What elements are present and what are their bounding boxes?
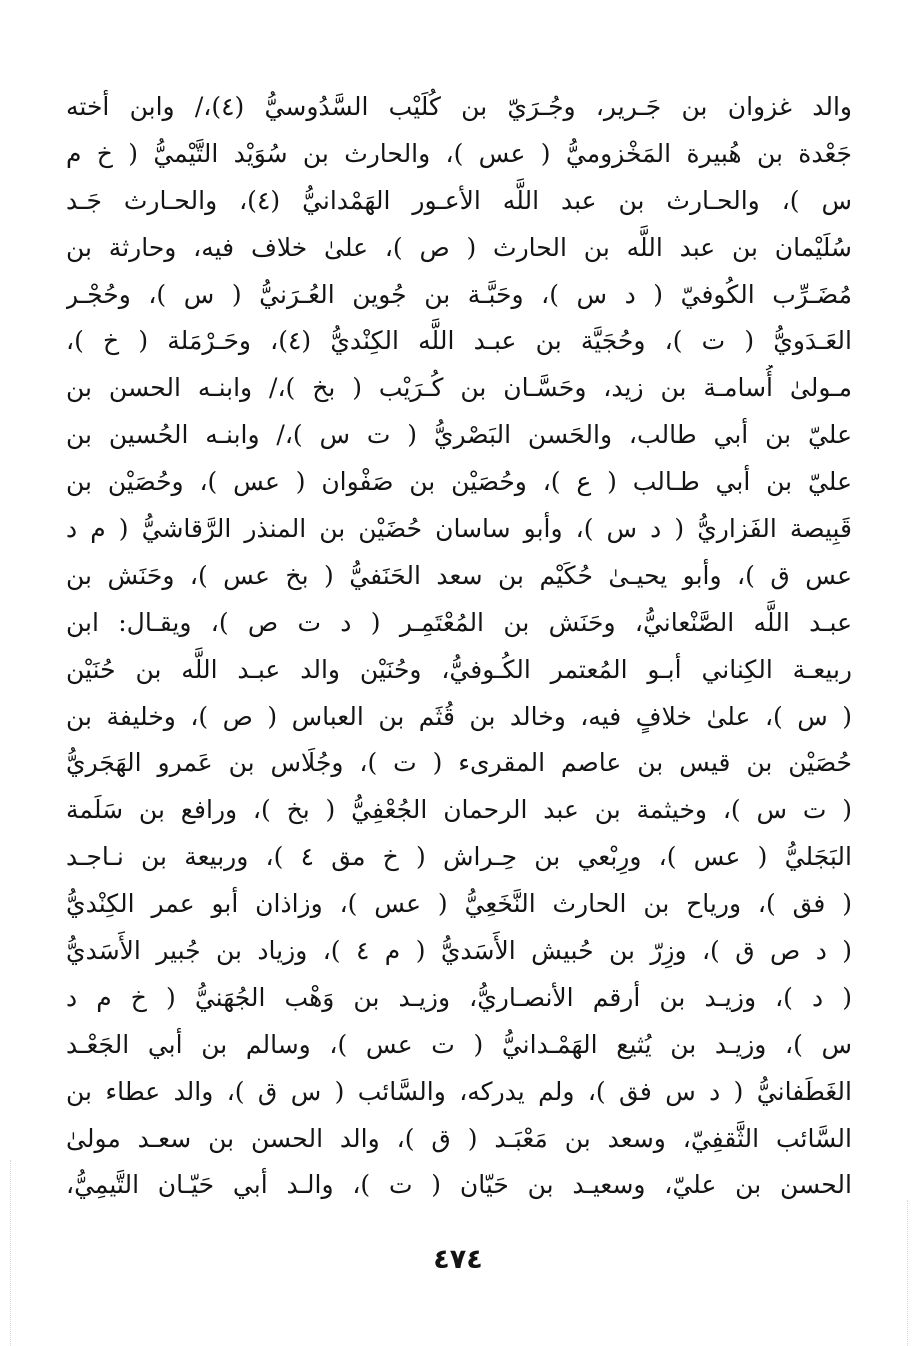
text-line: البَجَليُّ ( عس )، ورِبْعي بن حِـراش ( خ مق ٤ )، وربيعة بن نـاجـد <box>66 842 852 872</box>
text-line: مـولىٰ أُسامـة بن زيد، وحَسَّـان بن كُـرَيْب ( بخ )،/ وابنـه الحسن بن <box>66 373 852 403</box>
text-line: العَـدَويُّ ( ت )، وحُجَيَّة بن عبـد اللَّه الكِنْديُّ (٤)، وحَـرْمَلة ( خ )، <box>66 326 852 356</box>
text-line: حُصَيْن بن قيس بن عاصم المقرىء ( ت )، وجُلَاس بن عَمرو الهَجَريُّ <box>66 748 852 778</box>
text-line: عس ق )، وأبو يحيـىٰ حُكَيْم بن سعد الحَنَفيُّ ( بخ عس )، وحَنَش بن <box>66 560 852 590</box>
text-line: سُلَيْمان بن عبد اللَّه بن الحارث ( ص )، علىٰ خلاف فيه، وحارثة بن <box>66 232 852 262</box>
text-line: ( فق )، ورياح بن الحارث النَّخَعِيُّ ( عس )، وزاذان أبو عمر الكِنْديُّ <box>66 889 852 919</box>
text-line: السَّائب الثَّقفِيّ، وسعد بن مَعْبَـد ( ق )، والد الحسن بن سعـد مولىٰ <box>66 1123 852 1153</box>
text-line: جَعْدة بن هُبيرة المَخْزوميُّ ( عس )، والحارث بن سُوَيْد التَّيْميُّ ( خ م <box>66 138 852 168</box>
scan-edge-right <box>907 1200 910 1346</box>
text-line: مُضَـرِّب الكُوفيّ ( د س )، وحَبَّـة بن جُوين العُـرَنيُّ ( س )، وحُجْـر <box>66 279 852 309</box>
text-line: ( ت س )، وخيثمة بن عبد الرحمان الجُعْفِيُّ ( بخ )، ورافع بن سَلَمة <box>66 795 852 825</box>
text-line: س )، والحـارث بن عبد اللَّه الأعـور الهَمْدانيُّ (٤)، والحـارث جَـد <box>66 185 852 215</box>
text-line: ( س )، علىٰ خلافٍ فيه، وخالد بن قُثَم بن العباس ( ص )، وخليفة بن <box>66 701 852 731</box>
text-line: ( د ص ق )، وزِرّ بن حُبيش الأَسَديُّ ( م ٤ )، وزياد بن جُبير الأَسَديُّ <box>66 936 852 966</box>
body-text <box>66 84 852 1209</box>
page-number: ٤٧٤ <box>433 1244 483 1275</box>
text-line: س )، وزيـد بن يُثيع الهَمْـدانيُّ ( ت عس )، وسالم بن أبي الجَعْـد <box>66 1029 852 1059</box>
scan-edge-left <box>10 1160 13 1346</box>
text-line: قَبِيصة الفَزاريُّ ( د س )، وأبو ساسان حُضَيْن بن المنذر الرَّقاشيُّ ( م د <box>66 514 852 544</box>
text-line: والد غزوان بن جَـرير، وجُـرَيّ بن كُلَيْب السَّدُوسيُّ (٤)،/ وابن أخته <box>66 92 852 121</box>
text-line: عليّ بن أبي طالب، والحَسن البَصْريُّ ( ت س )،/ وابنـه الحُسين بن <box>66 420 852 450</box>
text-line: عبـد اللَّه الصَّنْعانيُّ، وحَنَش بن المُعْتَمِـر ( د ت ص )، ويقـال: ابن <box>66 607 852 637</box>
text-line: الغَطَفانيُّ ( د س فق )، ولم يدركه، والسَّائب ( س ق )، والد عطاء بن <box>66 1076 852 1106</box>
text-line: ربيعـة الكِناني أبـو المُعتمر الكُـوفيُّ، وحُنَيْن والد عبـد اللَّه بن حُنَيْن <box>66 654 852 684</box>
text-line: الحسن بن عليّ، وسعيـد بن حَيّان ( ت )، والـد أبي حَيّـان التَّيمِيُّ، <box>66 1170 852 1200</box>
text-line: ( د )، وزيـد بن أرقم الأنصـاريُّ، وزيـد بن وَهْب الجُهَنيُّ ( خ م د <box>66 982 852 1012</box>
text-line: عليّ بن أبي طـالب ( ع )، وحُصَيْن بن صَفْوان ( عس )، وحُصَيْن بن <box>66 467 852 497</box>
